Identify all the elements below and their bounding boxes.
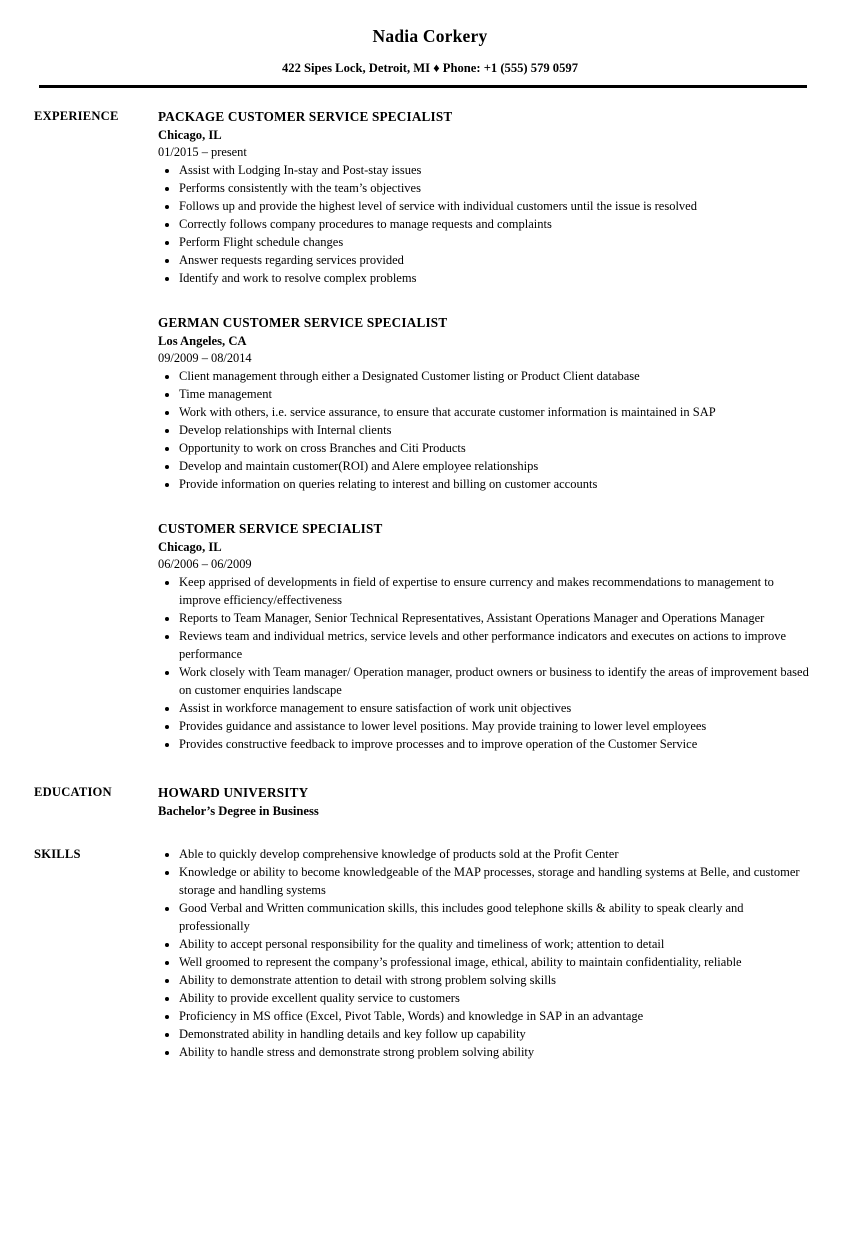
bullet-item: • Time management [179,385,810,403]
section-label-education: EDUCATION [34,785,112,799]
section-label-skills: SKILLS [34,847,81,861]
job-dates: 09/2009 – 08/2014 [158,351,252,365]
person-name: Nadia Corkery [372,26,488,46]
bullet-item: • Client management through either a Designated Customer listing or Product Client database [179,367,810,385]
bullet-item: • Reviews team and individual metrics, service levels and other performance indicators and executes on actions to improve performance [179,627,810,663]
bullet-item: • Provide information on queries relating to interest and billing on customer accounts [179,475,810,493]
bullet-item: • Proficiency in MS office (Excel, Pivot Table, Words) and knowledge in SAP in an advantage [179,1007,810,1025]
bullet-item: • Good Verbal and Written communication skills, this includes good telephone skills & ability to speak clearly and professionally [179,899,810,935]
bullet-item: • Develop relationships with Internal clients [179,421,810,439]
job-title: PACKAGE CUSTOMER SERVICE SPECIALIST [158,109,453,124]
school-name: HOWARD UNIVERSITY [158,785,309,800]
job-entry-3 [158,519,810,753]
bullet-item: • Correctly follows company procedures to manage requests and complaints [179,215,810,233]
degree-name: Bachelor’s Degree in Business [158,804,319,818]
job-entry-1 [158,107,810,287]
bullet-item: • Answer requests regarding services provided [179,251,810,269]
bullet-item: • Keep apprised of developments in field of expertise to ensure currency and makes recommendations to management to improve efficiency/effectiveness [179,573,810,609]
skills-section [0,845,860,1061]
experience-content [158,107,860,753]
bullet-item: • Perform Flight schedule changes [179,233,810,251]
header-divider [39,85,807,88]
bullet-item: • Identify and work to resolve complex problems [179,269,810,287]
resume-header [0,0,860,88]
job-bullet-list [158,367,810,493]
bullet-item: • Able to quickly develop comprehensive knowledge of products sold at the Profit Center [179,845,810,863]
bullet-item: • Well groomed to represent the company’s professional image, ethical, ability to maintain confidentiality, reliable [179,953,810,971]
bullet-item: • Assist in workforce management to ensure satisfaction of work unit objectives [179,699,810,717]
job-bullet-list [158,161,810,287]
job-title: CUSTOMER SERVICE SPECIALIST [158,521,383,536]
job-location: Los Angeles, CA [158,334,247,348]
bullet-item: • Develop and maintain customer(ROI) and Alere employee relationships [179,457,810,475]
experience-section [0,107,860,753]
skills-bullet-list [158,845,810,1061]
bullet-item: • Assist with Lodging In-stay and Post-stay issues [179,161,810,179]
job-title: GERMAN CUSTOMER SERVICE SPECIALIST [158,315,448,330]
bullet-item: • Work with others, i.e. service assurance, to ensure that accurate customer information is maintained in SAP [179,403,810,421]
bullet-item: • Reports to Team Manager, Senior Technical Representatives, Assistant Operations Manager and Operations Manager [179,609,810,627]
skills-content [158,845,860,1061]
bullet-item: • Provides guidance and assistance to lower level positions. May provide training to lower level employees [179,717,810,735]
bullet-item: • Ability to provide excellent quality service to customers [179,989,810,1007]
bullet-item: • Ability to demonstrate attention to detail with strong problem solving skills [179,971,810,989]
bullet-item: • Work closely with Team manager/ Operation manager, product owners or business to identify the areas of improvement based on customer enquiries landscape [179,663,810,699]
job-dates: 06/2006 – 06/2009 [158,557,252,571]
bullet-item: • Provides constructive feedback to improve processes and to improve operation of the Customer Service [179,735,810,753]
bullet-item: • Opportunity to work on cross Branches and Citi Products [179,439,810,457]
job-entry-2 [158,313,810,493]
job-dates: 01/2015 – present [158,145,247,159]
education-section [0,783,860,821]
bullet-item: • Follows up and provide the highest level of service with individual customers until the issue is resolved [179,197,810,215]
education-content [158,783,860,821]
job-location: Chicago, IL [158,128,222,142]
job-bullet-list [158,573,810,753]
bullet-item: • Ability to handle stress and demonstrate strong problem solving ability [179,1043,810,1061]
bullet-item: • Demonstrated ability in handling details and key follow up capability [179,1025,810,1043]
bullet-item: • Ability to accept personal responsibility for the quality and timeliness of work; attention to detail [179,935,810,953]
job-location: Chicago, IL [158,540,222,554]
bullet-item: • Performs consistently with the team’s objectives [179,179,810,197]
bullet-item: • Knowledge or ability to become knowledgeable of the MAP processes, storage and handling systems at Belle, and customer storage and handling systems [179,863,810,899]
contact-line: 422 Sipes Lock, Detroit, MI ♦ Phone: +1 (555) 579 0597 [281,61,578,75]
section-label-experience: EXPERIENCE [34,109,119,123]
